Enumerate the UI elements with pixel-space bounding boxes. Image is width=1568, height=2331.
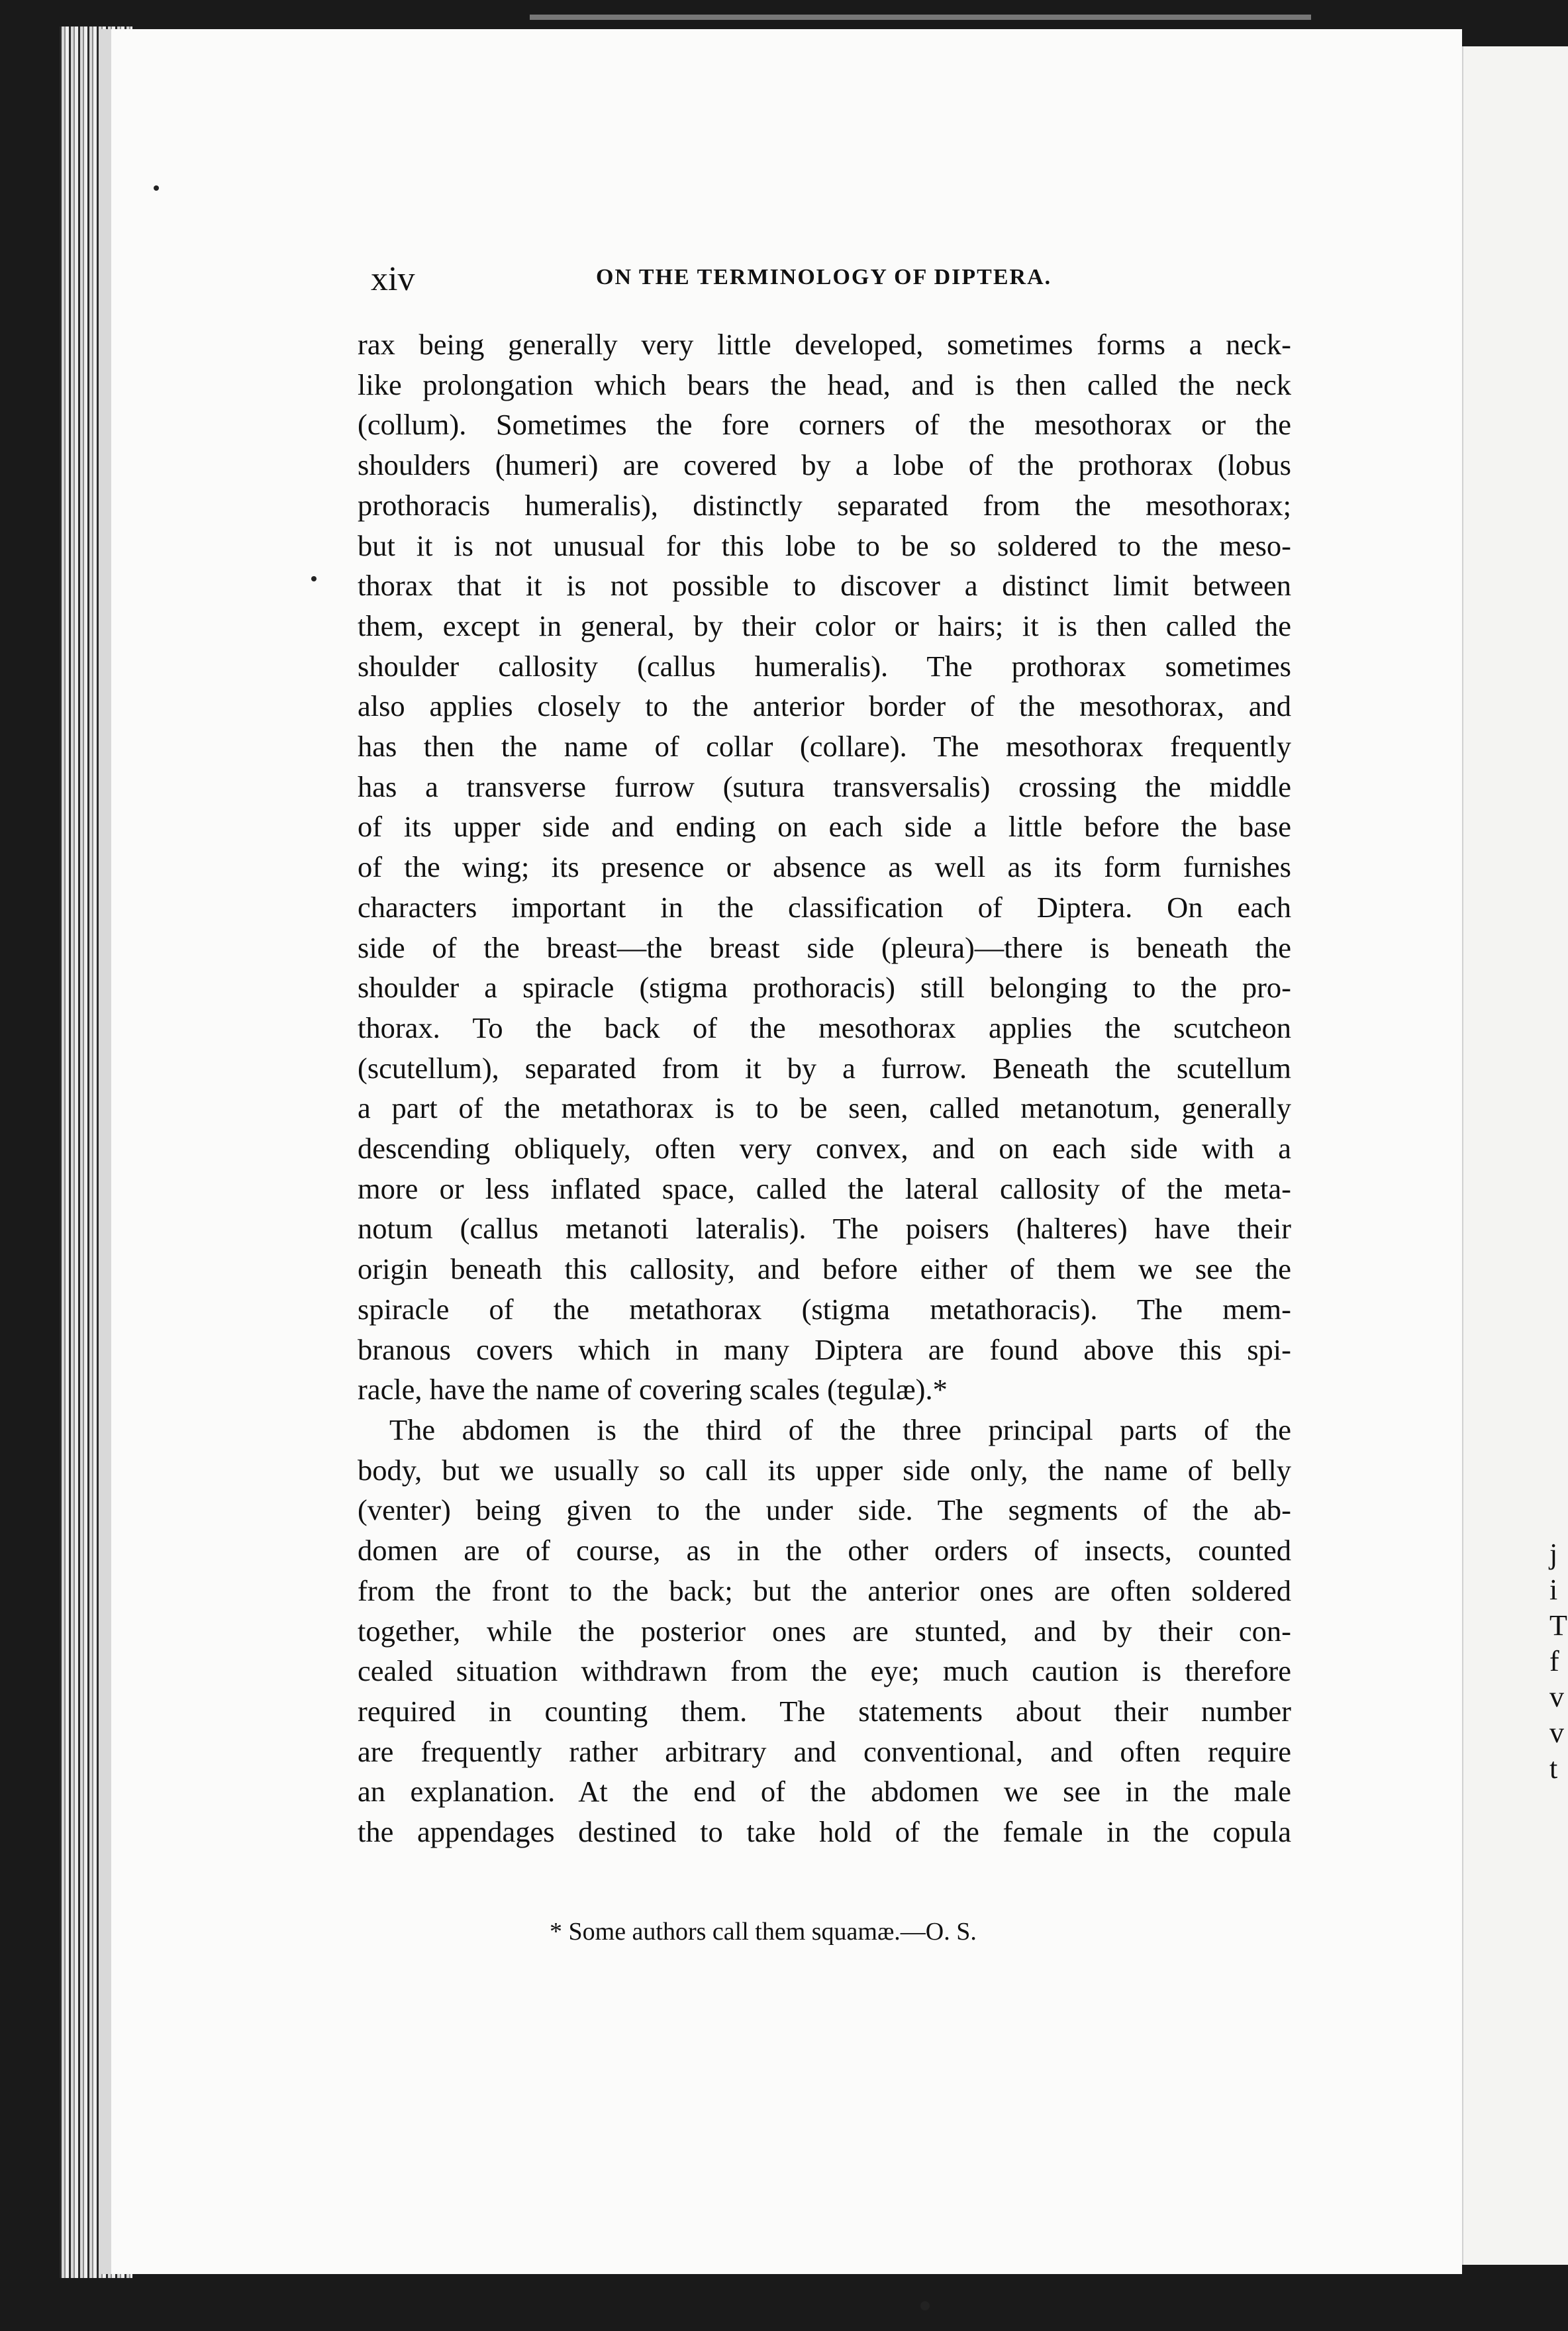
text-line: required in counting them. The statements about their number: [358, 1694, 1291, 1728]
edge-letter: v: [1549, 1716, 1564, 1749]
text-line: cealed situation withdrawn from the eye; much caution is therefore: [358, 1654, 1291, 1688]
text-line: domen are of course, as in the other orders of insects, counted: [358, 1534, 1291, 1567]
scan-speck: [311, 576, 317, 581]
scan-speck: [154, 185, 159, 191]
text-line: together, while the posterior ones are stunted, and by their con-: [358, 1614, 1291, 1648]
text-line: shoulder callosity (callus humeralis). The prothorax sometimes: [358, 649, 1291, 683]
edge-letter: t: [1549, 1752, 1558, 1785]
text-line: origin beneath this callosity, and before either of them we see the: [358, 1252, 1291, 1286]
edge-letter: T: [1549, 1609, 1567, 1642]
text-line: a part of the metathorax is to be seen, called metanotum, generally: [358, 1091, 1291, 1125]
page-number: xiv: [371, 260, 415, 298]
text-line: an explanation. At the end of the abdomen we see in the male: [358, 1775, 1291, 1809]
text-line: prothoracis humeralis), distinctly separated from the mesothorax;: [358, 488, 1291, 522]
text-line: like prolongation which bears the head, and is then called the neck: [358, 368, 1291, 401]
text-line: spiracle of the metathorax (stigma metathoracis). The mem-: [358, 1292, 1291, 1326]
text-line: more or less inflated space, called the lateral callosity of the meta-: [358, 1171, 1291, 1205]
text-line: racle, have the name of covering scales (tegulæ).*: [358, 1373, 948, 1407]
facing-page-letters: [1549, 1536, 1568, 1787]
text-line: side of the breast—the breast side (pleura)—there is beneath the: [358, 930, 1291, 964]
page-header: [371, 260, 1483, 299]
text-line: thorax. To the back of the mesothorax applies the scutcheon: [358, 1011, 1291, 1044]
text-line: shoulders (humeri) are covered by a lobe of the prothorax (lobus: [358, 448, 1291, 482]
text-line: (collum). Sometimes the fore corners of the mesothorax or the: [358, 408, 1291, 442]
text-line: (scutellum), separated from it by a furrow. Beneath the scutellum: [358, 1051, 1291, 1085]
text-line: branous covers which in many Diptera are found above this spi-: [358, 1332, 1291, 1366]
text-line: body, but we usually so call its upper side only, the name of belly: [358, 1453, 1291, 1487]
text-line: of the wing; its presence or absence as well as its form furnishes: [358, 850, 1291, 884]
text-line: descending obliquely, often very convex, and on each side with a: [358, 1132, 1291, 1166]
body-text: [358, 324, 1291, 1852]
text-line: but it is not unusual for this lobe to be so soldered to the meso-: [358, 528, 1291, 562]
text-line: rax being generally very little developed, sometimes forms a neck-: [358, 328, 1291, 361]
text-line: of its upper side and ending on each side a little before the base: [358, 810, 1291, 844]
text-line: has a transverse furrow (sutura transversalis) crossing the middle: [358, 769, 1291, 803]
edge-letter: v: [1549, 1681, 1564, 1713]
text-line: thorax that it is not possible to discover a distinct limit between: [358, 569, 1291, 603]
text-line: from the front to the back; but the anterior ones are often soldered: [358, 1573, 1291, 1607]
text-line: (venter) being given to the under side. The segments of the ab-: [358, 1493, 1291, 1527]
edge-letter: j: [1549, 1538, 1558, 1570]
running-head: ON THE TERMINOLOGY OF DIPTERA.: [596, 265, 1052, 289]
text-line: shoulder a spiracle (stigma prothoracis) still belonging to the pro-: [358, 971, 1291, 1005]
edge-letter: i: [1549, 1573, 1558, 1606]
text-line: are frequently rather arbitrary and conventional, and often require: [358, 1734, 1291, 1768]
footnote: * Some authors call them squamæ.—O. S.: [550, 1918, 977, 1946]
text-line: has then the name of collar (collare). The mesothorax frequently: [358, 730, 1291, 764]
top-edge-rule: [530, 15, 1311, 20]
facing-page-edge: [1450, 46, 1568, 2265]
text-line: also applies closely to the anterior border of the mesothorax, and: [358, 689, 1291, 723]
text-line: characters important in the classification of Diptera. On each: [358, 890, 1291, 924]
text-line: them, except in general, by their color or hairs; it is then called the: [358, 609, 1291, 642]
scan-speck: [920, 2301, 930, 2310]
text-line: the appendages destined to take hold of the female in the copula: [358, 1815, 1291, 1849]
edge-letter: f: [1549, 1645, 1559, 1677]
text-line: The abdomen is the third of the three principal parts of the: [389, 1413, 1291, 1446]
text-line: notum (callus metanoti lateralis). The poisers (halteres) have their: [358, 1212, 1291, 1246]
